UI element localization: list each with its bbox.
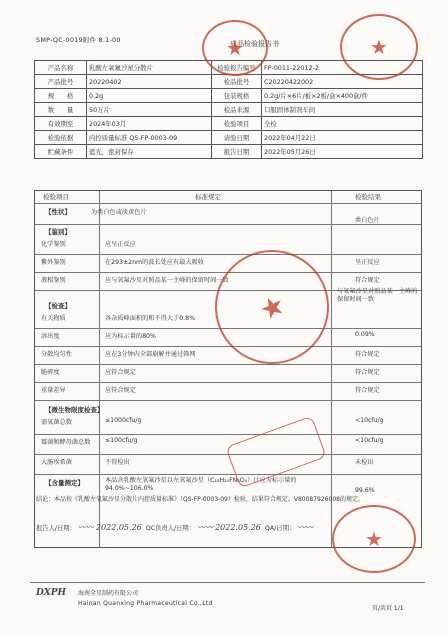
divider xyxy=(35,382,421,383)
divider xyxy=(35,434,421,435)
test-standard: 应符合规定 xyxy=(105,369,136,376)
company-name-cn: 海南全星制药有限公司 xyxy=(78,590,139,597)
info-label: 有效期至 xyxy=(35,117,87,131)
quality-seal-stamp xyxy=(332,505,416,573)
test-standard: ≤1000cfu/g xyxy=(105,417,142,424)
divider xyxy=(35,364,421,365)
test-standard: 在293±2nm的波长处应有最大吸收 xyxy=(105,259,204,266)
document-number: SMP-QC-0019附件 8.1-00 xyxy=(36,36,121,44)
quality-seal-stamp xyxy=(202,20,268,76)
test-standard: 应与氧氟沙星对照品某一主峰的保留时间一致 xyxy=(105,277,229,284)
star-icon: ★ xyxy=(253,286,291,328)
info-label: 请验日期 xyxy=(212,131,262,145)
test-item: 重量差异 xyxy=(41,387,66,394)
col-header-result: 检验结果 xyxy=(355,193,381,201)
info-label: 产品批号 xyxy=(35,75,87,89)
info-label: 检验依据 xyxy=(35,131,87,145)
col-header-item: 检验项目 xyxy=(43,193,69,201)
test-standard: 应为标示量的80% xyxy=(105,333,156,340)
test-standard: ≤100cfu/g xyxy=(105,437,138,444)
quality-seal-stamp xyxy=(340,14,418,80)
conclusion: 结论：本品按《乳酸左氧氟沙星分散片内控质量标准》（QS-FP-0003-09）检验，结果符合规定。V80087926008的规定。 xyxy=(36,496,364,503)
divider xyxy=(35,474,421,475)
star-icon: ★ xyxy=(365,527,383,551)
test-result: <10cfu/g xyxy=(355,437,384,444)
info-value: 遮光，密封保存 xyxy=(87,145,212,159)
test-standard: 应在3分钟内全部崩解并通过筛网 xyxy=(105,351,196,358)
test-result: 符合规定 xyxy=(355,277,380,284)
info-value: 0.2g/片×6片/板×2板/盒×400盒/件 xyxy=(262,89,423,103)
test-item: 化学鉴别 xyxy=(41,241,66,248)
test-result: 未检出 xyxy=(355,459,374,466)
info-value: 乳酸左氧氟沙星分散片 xyxy=(87,61,212,75)
section-microbial: 【微生物限度检查】 xyxy=(45,406,104,414)
divider xyxy=(331,191,332,547)
test-item: 液相鉴别 xyxy=(41,277,66,284)
qa-signature: 〰〰 xyxy=(297,523,314,532)
info-value: FP-0011-22012-2 xyxy=(262,61,423,75)
info-label: 报告日期 xyxy=(212,145,262,159)
test-result: <10cfu/g xyxy=(355,417,384,424)
info-label: 检品批号 xyxy=(212,75,262,89)
info-row xyxy=(35,117,423,131)
info-label: 规 格 xyxy=(35,89,87,103)
test-item: 溶出度 xyxy=(41,333,60,340)
info-value: 口服固体制剂车间 xyxy=(262,103,423,117)
qc-label: QC负责人/日期： xyxy=(145,525,196,532)
info-label: 产品名称 xyxy=(35,61,87,75)
info-value: 20220402 xyxy=(87,75,212,89)
divider xyxy=(35,203,421,204)
test-result: 0.09% xyxy=(355,331,375,338)
character-standard: 为类白色或淡黄色片 xyxy=(91,209,147,216)
test-item: 有关物质 xyxy=(41,315,66,322)
section-character: 【性状】 xyxy=(45,208,71,216)
info-value: 内控质量标准 QS-FP-0003-09 xyxy=(87,131,212,145)
info-row xyxy=(35,89,423,103)
character-result: 类白色片 xyxy=(355,217,380,224)
test-item: 大肠埃希菌 xyxy=(41,459,72,466)
assay-result: 99.6% xyxy=(355,487,375,494)
section-assay: 【含量测定】 xyxy=(45,479,84,487)
test-result: 符合规定 xyxy=(355,351,380,358)
info-label: 贮藏条件 xyxy=(35,145,87,159)
ident-note: 与氧氟沙星对照品某一主峰的保留时间一致 xyxy=(337,288,418,303)
test-result: 符合规定 xyxy=(355,387,380,394)
footer-divider xyxy=(30,582,425,583)
assay-standard: 本品含乳酸左氧氟沙星以左氧氟沙星（C₁₈H₂₀FN₃O₄）计应为标示量的94.0%~106.0% xyxy=(105,477,297,492)
qc-date: 2022.05.26 xyxy=(215,523,261,532)
test-standard: 应符合规定 xyxy=(105,387,136,394)
signature-line xyxy=(36,522,313,533)
section-identification: 【鉴别】 xyxy=(45,228,71,236)
test-result: 符合规定 xyxy=(355,369,380,376)
company-logo: DXPH xyxy=(36,588,67,598)
test-standard: 应呈正反应 xyxy=(105,241,136,248)
info-row xyxy=(35,145,423,159)
info-value: 2022年05月26日 xyxy=(262,145,423,159)
info-value: 2024年03月 xyxy=(87,117,212,131)
info-value: C20220422002 xyxy=(262,75,423,89)
divider xyxy=(35,346,421,347)
document-title: 成品检验报告书 xyxy=(230,40,279,48)
info-value: 50万片 xyxy=(87,103,212,117)
divider xyxy=(35,254,421,255)
company-name-en: Hainan Quanxing Pharmaceutical Co.,Ltd xyxy=(78,600,213,607)
info-value: 全检 xyxy=(262,117,423,131)
star-icon: ★ xyxy=(370,35,388,59)
test-item: 脆碎度 xyxy=(41,369,60,376)
reporter-signature: 〰〰 xyxy=(77,523,94,532)
test-item: 紫外鉴别 xyxy=(41,259,66,266)
info-label: 包装规格 xyxy=(212,89,262,103)
info-value: 2022年04月22日 xyxy=(262,131,423,145)
page-number: 页/共页 1/1 xyxy=(372,605,404,612)
qc-signature: 〰〰 xyxy=(197,523,214,532)
info-row xyxy=(35,131,423,145)
divider xyxy=(99,191,100,547)
info-label: 数 量 xyxy=(35,103,87,117)
reporter-label: 报告人/日期： xyxy=(36,525,76,532)
test-standard: 各杂质峰面积的和不得大于0.8% xyxy=(105,315,195,322)
col-header-standard: 标准规定 xyxy=(195,193,221,201)
divider xyxy=(35,400,421,401)
test-item: 需氧菌总数 xyxy=(41,419,72,426)
test-standard: 不得检出 xyxy=(105,459,130,466)
qa-label: QA/日期： xyxy=(264,525,296,532)
info-label: 检品来源 xyxy=(212,103,262,117)
info-row xyxy=(35,103,423,117)
star-icon: ★ xyxy=(226,36,244,60)
test-item: 分散均匀性 xyxy=(41,351,72,358)
test-item: 霉菌和酵母菌总数 xyxy=(41,439,91,446)
info-label: 检验报告编号 xyxy=(212,61,262,75)
reporter-date: 2022.05.26 xyxy=(95,523,142,532)
section-check: 【检查】 xyxy=(45,302,71,310)
info-value: 0.2g xyxy=(87,89,212,103)
info-label: 检验项目 xyxy=(212,117,262,131)
test-result: 呈正反应 xyxy=(355,259,380,266)
divider xyxy=(35,224,421,225)
